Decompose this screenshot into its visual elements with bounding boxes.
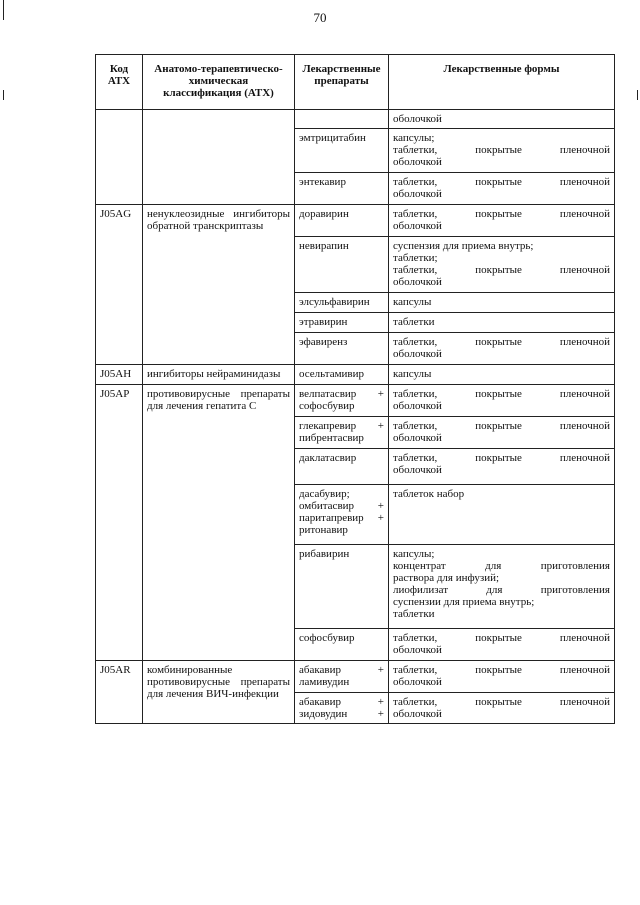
header-drugs: Лекарственные препараты: [295, 55, 389, 110]
dosage-form-line: раствора для инфузий;: [393, 572, 500, 584]
drug-name-cell: [295, 385, 389, 417]
table-row: [96, 365, 615, 385]
table-row: [96, 205, 615, 237]
drug-name-cell: [295, 545, 389, 629]
dosage-form-line: таблетки, покрытые пленочной: [393, 208, 610, 220]
dosage-form-cell: [389, 417, 615, 449]
dosage-form-line: суспензия для приема внутрь;: [393, 240, 534, 252]
header-code: Код АТХ: [96, 55, 143, 110]
dosage-form-cell: [389, 313, 615, 333]
dosage-form-line: таблетки, покрытые пленочной: [393, 452, 610, 464]
table-row: [96, 385, 615, 417]
dosage-form-line: таблетки;: [393, 252, 438, 264]
drug-name-line: эфавиренз: [299, 336, 348, 348]
dosage-form-line: капсулы;: [393, 132, 435, 144]
dosage-form-line: концентрат для приготовления: [393, 560, 610, 572]
dosage-form-cell: [389, 693, 615, 724]
drug-name-line: велпатасвир +: [299, 388, 384, 400]
drug-name-cell: [295, 237, 389, 293]
drug-name-line: абакавир +: [299, 696, 384, 708]
drug-name-cell: [295, 110, 389, 129]
drug-name-cell: [295, 417, 389, 449]
drug-name-line: ламивудин: [299, 676, 350, 688]
page-number: 70: [313, 10, 327, 25]
dosage-form-line: оболочкой: [393, 400, 442, 412]
atx-code-cell: J05AP: [96, 385, 143, 661]
dosage-form-line: оболочкой: [393, 156, 442, 168]
drug-name-line: доравирин: [299, 208, 349, 220]
dosage-form-line: лиофилизат для приготовления: [393, 584, 610, 596]
drug-name-line: софосбувир: [299, 632, 355, 644]
dosage-form-cell: [389, 293, 615, 313]
dosage-form-line: таблетки, покрытые пленочной: [393, 388, 610, 400]
drug-name-line: абакавир +: [299, 664, 384, 676]
header-classification: Анатомо-терапевтическо- химическая классификация (АТХ): [143, 55, 295, 110]
dosage-form-cell: [389, 205, 615, 237]
drug-name-cell: [295, 129, 389, 173]
drug-name-line: дасабувир;: [299, 488, 350, 500]
atx-classification-cell: [143, 110, 295, 205]
dosage-form-line: оболочкой: [393, 188, 442, 200]
dosage-form-line: капсулы: [393, 368, 432, 380]
atx-classification-cell: ингибиторы нейраминидазы: [143, 365, 295, 385]
drug-name-line: паритапревир +: [299, 512, 384, 524]
drug-name-line: рибавирин: [299, 548, 350, 560]
drug-name-cell: [295, 365, 389, 385]
dosage-form-cell: [389, 629, 615, 661]
drug-name-line: омбитасвир +: [299, 500, 384, 512]
drug-name-line: пибрентасвир: [299, 432, 364, 444]
atx-classification-cell: ненуклеозидные ингибиторы обратной транскриптазы: [143, 205, 295, 365]
drug-name-line: невирапин: [299, 240, 349, 252]
dosage-form-cell: [389, 449, 615, 485]
table-header-row: [96, 55, 615, 110]
drug-name-line: элсульфавирин: [299, 296, 370, 308]
drug-name-cell: [295, 661, 389, 693]
dosage-form-line: оболочкой: [393, 644, 442, 656]
dosage-form-cell: [389, 365, 615, 385]
drug-name-cell: [295, 205, 389, 237]
dosage-form-line: таблетки, покрытые пленочной: [393, 336, 610, 348]
dosage-form-line: оболочкой: [393, 708, 442, 720]
dosage-form-cell: [389, 333, 615, 365]
dosage-form-line: таблетки, покрытые пленочной: [393, 144, 610, 156]
dosage-form-line: оболочкой: [393, 276, 442, 288]
scan-edge-mark: [3, 90, 4, 100]
drug-name-line: глекапревир +: [299, 420, 384, 432]
dosage-form-cell: [389, 545, 615, 629]
drug-name-cell: [295, 693, 389, 724]
table-row: [96, 661, 615, 693]
dosage-form-line: оболочкой: [393, 432, 442, 444]
atx-code-cell: J05AG: [96, 205, 143, 365]
scan-edge-mark: [637, 90, 638, 100]
dosage-form-cell: [389, 661, 615, 693]
table-row: [96, 110, 615, 129]
dosage-form-line: таблетки, покрытые пленочной: [393, 176, 610, 188]
dosage-form-line: таблетки, покрытые пленочной: [393, 664, 610, 676]
dosage-form-cell: [389, 385, 615, 417]
drug-name-line: даклатасвир: [299, 452, 357, 464]
dosage-form-line: суспензии для приема внутрь;: [393, 596, 535, 608]
dosage-form-line: капсулы;: [393, 548, 435, 560]
drug-name-cell: [295, 629, 389, 661]
dosage-form-line: таблетки: [393, 316, 435, 328]
drug-name-line: зидовудин +: [299, 708, 384, 720]
dosage-form-cell: [389, 485, 615, 545]
drug-name-line: ритонавир: [299, 524, 348, 536]
dosage-form-line: оболочкой: [393, 676, 442, 688]
dosage-form-line: таблетки, покрытые пленочной: [393, 264, 610, 276]
dosage-form-line: оболочкой: [393, 464, 442, 476]
atx-classification-cell: противовирусные препараты для лечения гепатита C: [143, 385, 295, 661]
drug-name-line: этравирин: [299, 316, 348, 328]
dosage-form-cell: [389, 237, 615, 293]
drug-name-line: эмтрицитабин: [299, 132, 366, 144]
scan-edge-mark: [3, 0, 4, 20]
atx-code-cell: [96, 110, 143, 205]
dosage-form-cell: [389, 110, 615, 129]
atx-code-cell: J05AR: [96, 661, 143, 724]
drug-name-cell: [295, 293, 389, 313]
dosage-form-line: оболочкой: [393, 113, 442, 125]
drug-name-cell: [295, 173, 389, 205]
dosage-form-line: таблетки, покрытые пленочной: [393, 632, 610, 644]
drug-name-line: софосбувир: [299, 400, 355, 412]
drug-name-cell: [295, 313, 389, 333]
drug-name-cell: [295, 485, 389, 545]
drug-name-cell: [295, 449, 389, 485]
drug-name-line: энтекавир: [299, 176, 346, 188]
dosage-form-line: таблетки, покрытые пленочной: [393, 420, 610, 432]
dosage-form-line: оболочкой: [393, 220, 442, 232]
dosage-form-cell: [389, 173, 615, 205]
atx-classification-cell: комбинированные противовирусные препараты для лечения ВИЧ-инфекции: [143, 661, 295, 724]
atx-table: [95, 54, 615, 724]
dosage-form-line: капсулы: [393, 296, 432, 308]
atx-code-cell: J05AH: [96, 365, 143, 385]
header-forms: Лекарственные формы: [389, 55, 615, 110]
dosage-form-line: оболочкой: [393, 348, 442, 360]
dosage-form-line: таблеток набор: [393, 488, 465, 500]
drug-name-line: осельтамивир: [299, 368, 365, 380]
dosage-form-line: таблетки, покрытые пленочной: [393, 696, 610, 708]
dosage-form-cell: [389, 129, 615, 173]
drug-name-cell: [295, 333, 389, 365]
dosage-form-line: таблетки: [393, 608, 435, 620]
